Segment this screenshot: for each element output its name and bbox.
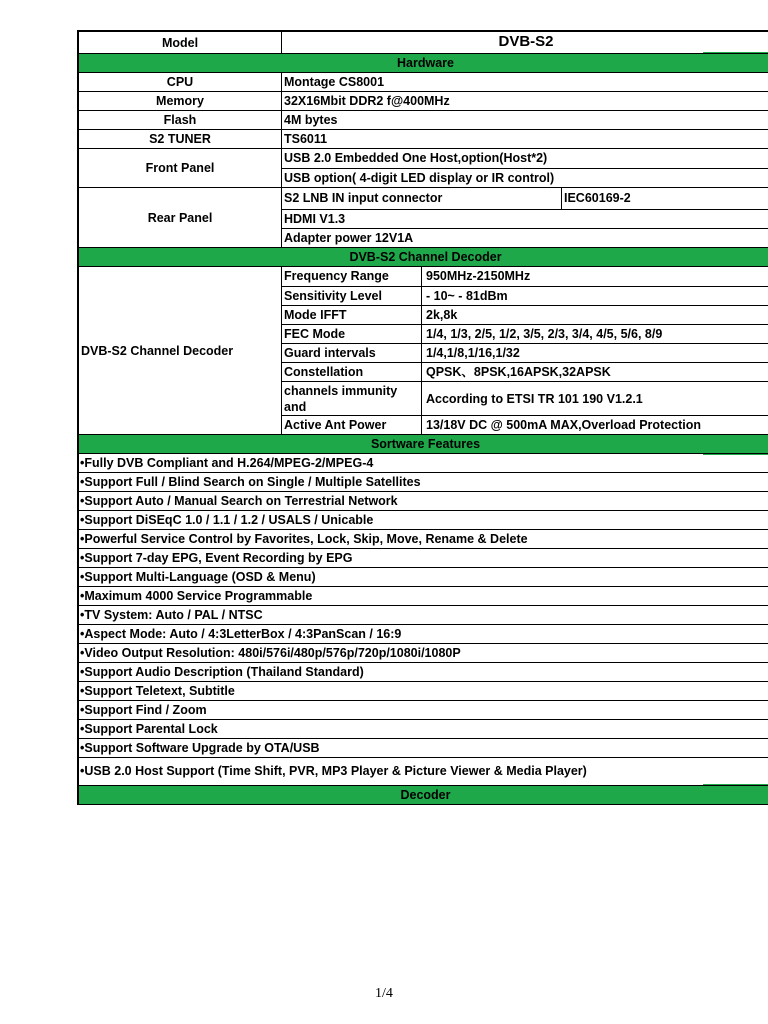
decoder-key: Constellation [282,363,422,381]
hardware-header [79,54,768,73]
hardware-row-tuner [79,130,768,149]
hardware-value: 32X16Mbit DDR2 f@400MHz [284,94,450,108]
hardware-key: CPU [79,73,282,91]
hardware-value: TS6011 [284,132,328,146]
hardware-value: 4M bytes [284,113,338,127]
feature-text: •TV System: Auto / PAL / NTSC [80,608,263,622]
feature-text: •Fully DVB Compliant and H.264/MPEG-2/MPEG-4 [80,456,374,470]
decoder-group [79,267,768,435]
decoder-value: QPSK、8PSK,16APSK,32APSK [426,365,611,379]
feature-row [79,701,768,720]
feature-text: •Maximum 4000 Service Programmable [80,589,313,603]
feature-text: •Aspect Mode: Auto / 4:3LetterBox / 4:3PanScan / 16:9 [80,627,402,641]
feature-row [79,549,768,568]
feature-row [79,625,768,644]
model-row [79,32,768,54]
feature-text: •Support Parental Lock [80,722,218,736]
rear-panel-hdmi: HDMI V1.3 [284,212,346,226]
hardware-key: Flash [79,111,282,129]
feature-row [79,644,768,663]
decoder-key: channels immunity and [282,382,422,415]
feature-row [79,682,768,701]
rear-panel-standard: IEC60169-2 [564,191,631,205]
feature-row [79,568,768,587]
feature-row [79,492,768,511]
feature-text: •Video Output Resolution: 480i/576i/480p/576p/720p/1080i/1080P [80,646,461,660]
spec-table [77,30,768,805]
decoder-key: Frequency Range [282,267,422,286]
feature-text: •Support Teletext, Subtitle [80,684,235,698]
front-panel-group [79,149,768,188]
software-header [79,435,768,454]
feature-row [79,606,768,625]
decoder-value: 1/4, 1/3, 2/5, 1/2, 3/5, 2/3, 3/4, 4/5, 5/6, 8/9 [426,327,663,341]
decoder-key: Active Ant Power [282,416,422,434]
decoder-footer-title: Decoder [79,786,768,804]
decoder-title: DVB-S2 Channel Decoder [79,248,768,266]
feature-row [79,454,768,473]
front-panel-line: USB option( 4-digit LED display or IR control) [284,171,555,185]
decoder-value: 2k,8k [426,308,458,322]
decoder-key: Guard intervals [282,344,422,362]
feature-row [79,530,768,549]
feature-text: •Support Find / Zoom [80,703,207,717]
feature-row [79,473,768,492]
page-number: 1/4 [375,986,393,1001]
hardware-value: Montage CS8001 [284,75,385,89]
decoder-value: 1/4,1/8,1/16,1/32 [426,346,520,360]
hardware-key: S2 TUNER [79,130,282,148]
front-panel-label: Front Panel [79,149,282,187]
decoder-header [79,248,768,267]
feature-row [79,758,768,786]
decoder-value: 950MHz-2150MHz [426,269,531,283]
model-label: Model [79,32,282,53]
decoder-value: - 10~ - 81dBm [426,289,508,303]
decoder-key: Sensitivity Level [282,287,422,305]
feature-row [79,587,768,606]
feature-row [79,739,768,758]
rear-panel-connector: S2 LNB IN input connector [282,188,562,209]
decoder-value: 13/18V DC @ 500mA MAX,Overload Protection [426,418,702,432]
rear-panel-power: Adapter power 12V1A [284,231,414,245]
feature-text: •Support Audio Description (Thailand Standard) [80,665,364,679]
hardware-row-memory [79,92,768,111]
hardware-key: Memory [79,92,282,110]
decoder-key: Mode IFFT [282,306,422,324]
decoder-label: DVB-S2 Channel Decoder [79,267,282,434]
rear-panel-group [79,188,768,248]
software-title: Sortware Features [79,435,768,453]
feature-text: •Support Multi-Language (OSD & Menu) [80,570,316,584]
front-panel-line: USB 2.0 Embedded One Host,option(Host*2) [284,151,548,165]
hardware-row-flash [79,111,768,130]
feature-row [79,720,768,739]
rear-panel-label: Rear Panel [79,188,282,247]
feature-text: •Support Full / Blind Search on Single / Multiple Satellites [80,475,421,489]
decoder-key: FEC Mode [282,325,422,343]
feature-row [79,663,768,682]
feature-text: •USB 2.0 Host Support (Time Shift, PVR, MP3 Player & Picture Viewer & Media Player) [80,764,587,778]
feature-row [79,511,768,530]
feature-text: •Support Auto / Manual Search on Terrestrial Network [80,494,398,508]
decoder-footer-header [79,786,768,805]
decoder-value: According to ETSI TR 101 190 V1.2.1 [426,392,643,406]
feature-text: •Support Software Upgrade by OTA/USB [80,741,320,755]
feature-text: •Support 7-day EPG, Event Recording by EPG [80,551,353,565]
feature-text: •Support DiSEqC 1.0 / 1.1 / 1.2 / USALS / Unicable [80,513,374,527]
hardware-row-cpu [79,73,768,92]
feature-text: •Powerful Service Control by Favorites, Lock, Skip, Move, Rename & Delete [80,532,528,546]
model-value: DVB-S2 [498,33,554,50]
hardware-title: Hardware [79,54,768,72]
